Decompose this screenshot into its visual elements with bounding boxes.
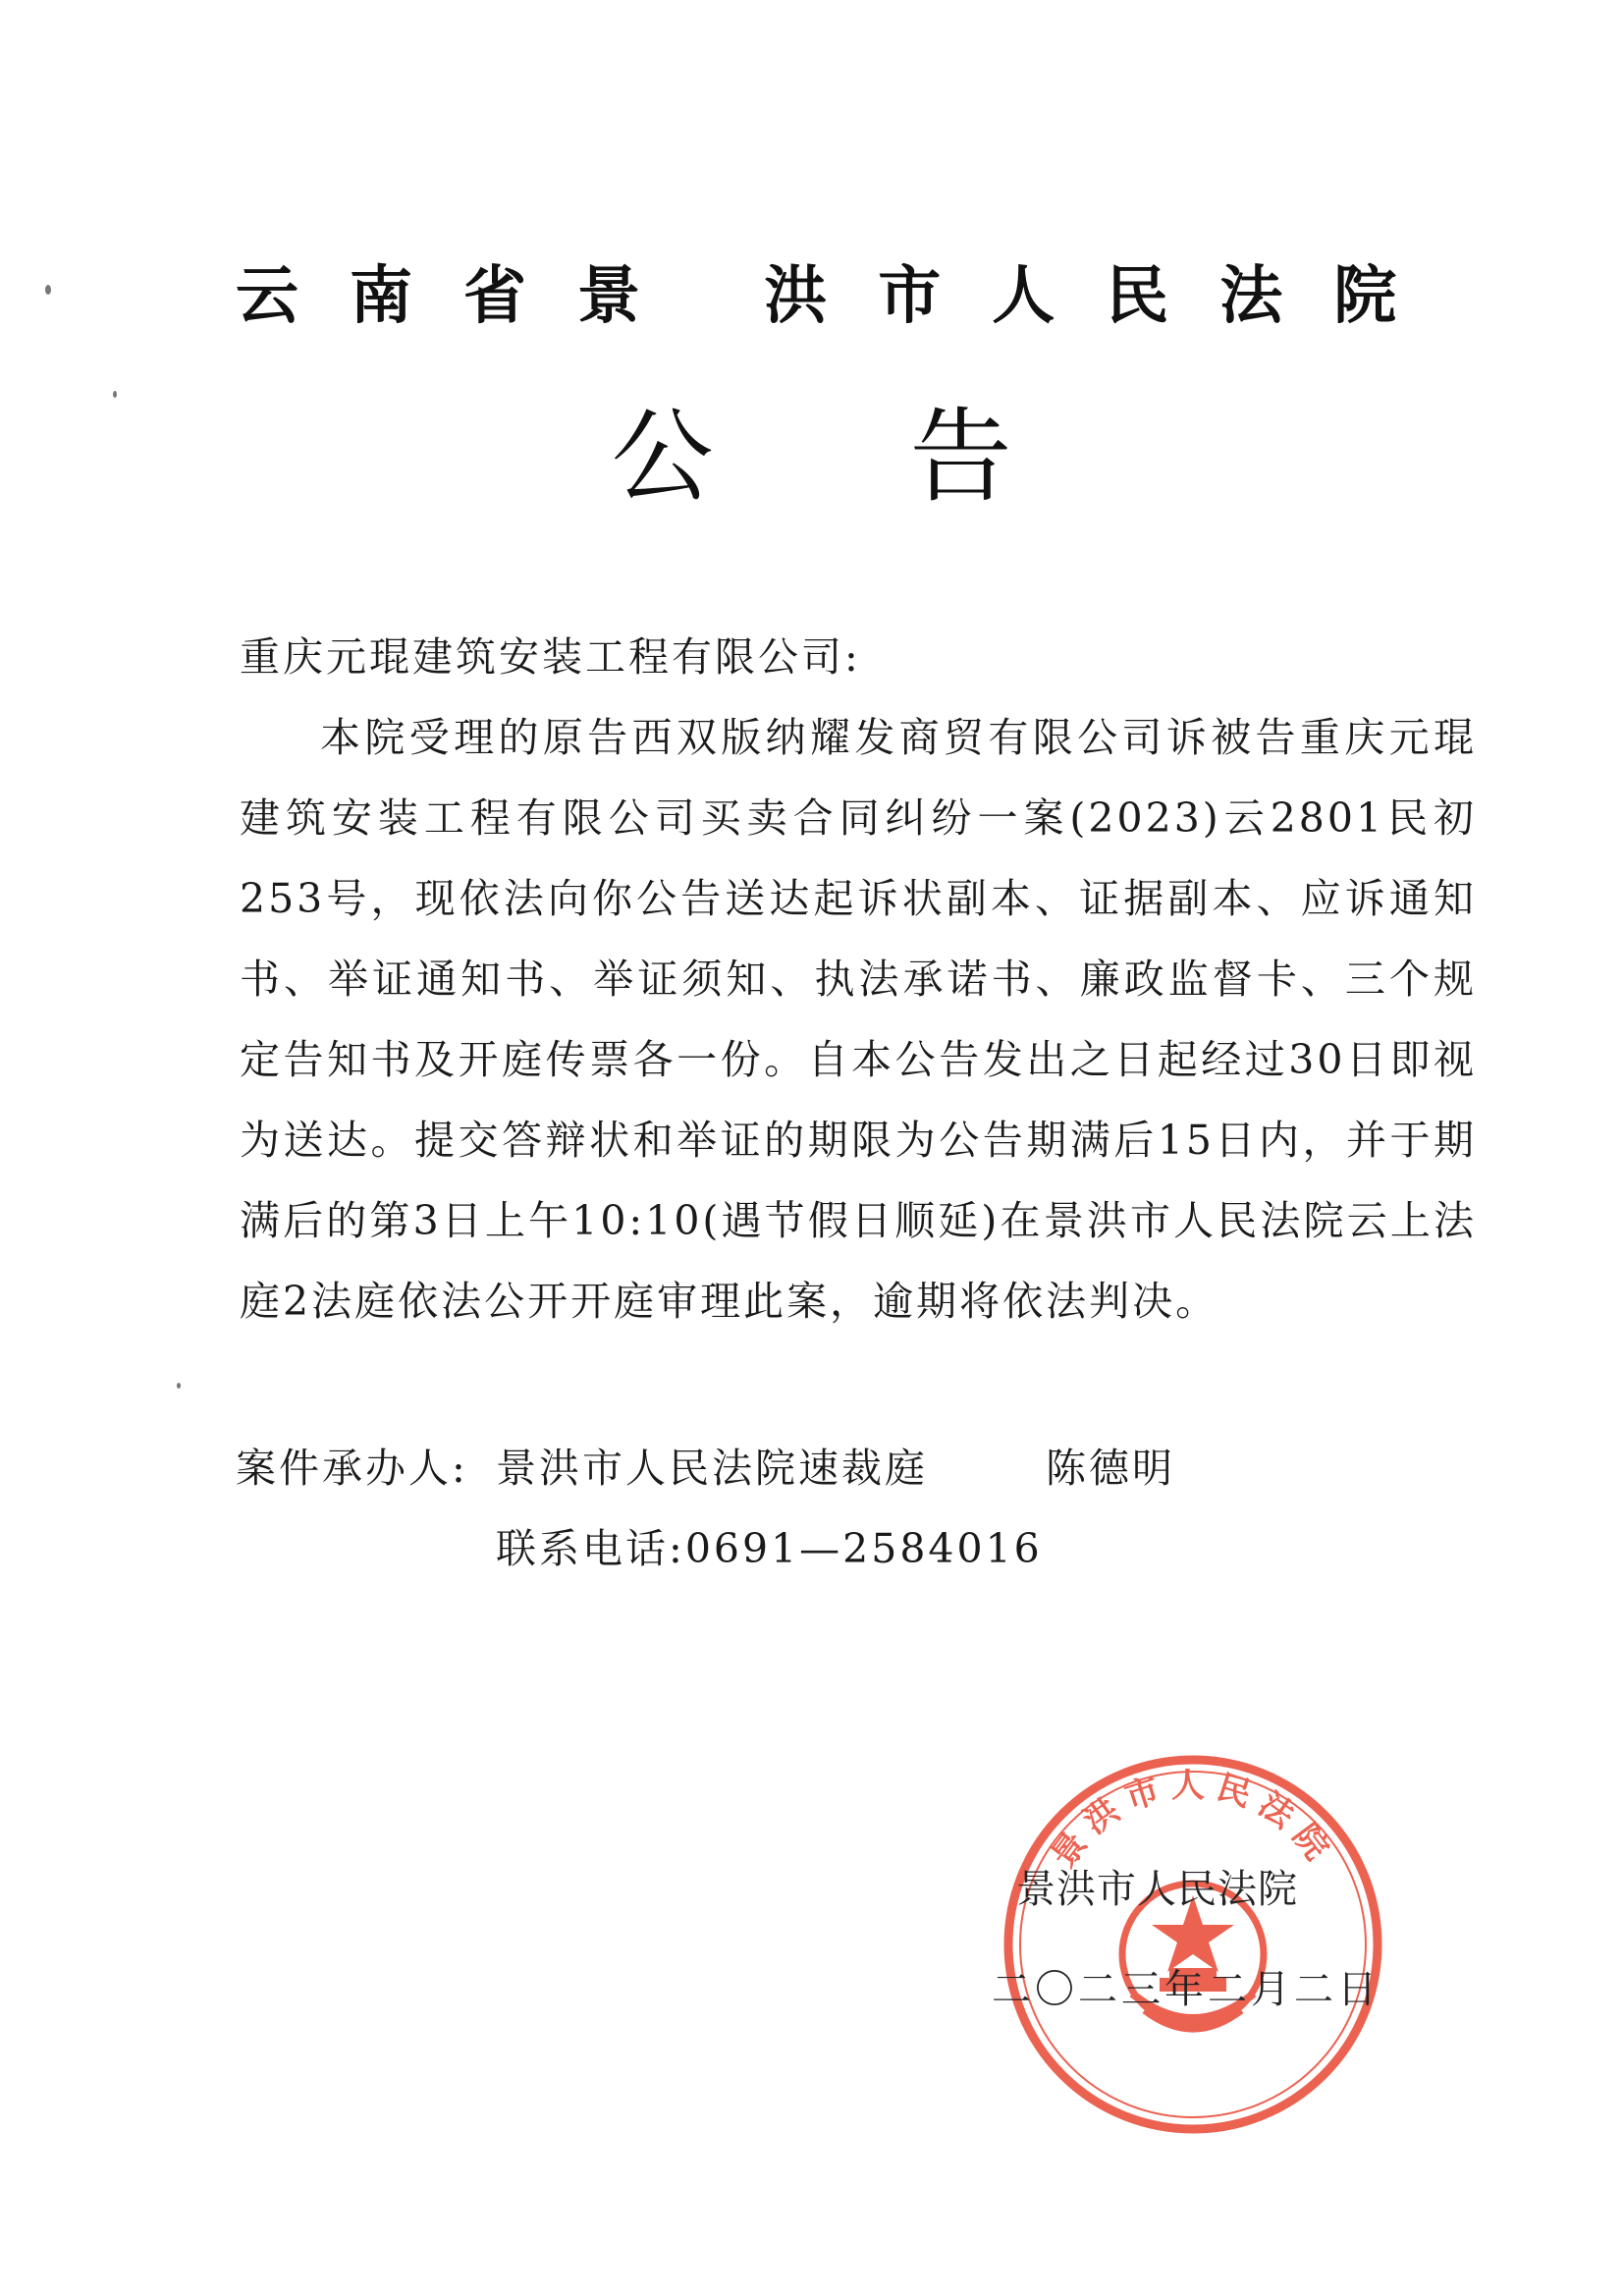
contact-block (236, 1428, 1414, 1589)
scan-speck (113, 391, 117, 398)
seal-text: 景洪市人民法院 (1044, 1766, 1342, 1876)
notice-body (240, 617, 1477, 1341)
phone-number: 0691—2584016 (684, 1525, 1043, 1572)
issuer-signature: 景洪市人民法院 (1016, 1867, 1298, 1912)
handler-label: 案件承办人: (236, 1445, 468, 1492)
phone-label: 联系电话: (496, 1525, 685, 1572)
handler-row (236, 1428, 1414, 1508)
addressee: 重庆元琨建筑安装工程有限公司: (240, 633, 861, 681)
scan-speck (177, 1383, 181, 1389)
handler-department: 景洪市人民法院速裁庭 (496, 1445, 928, 1492)
court-name-heading: 云南省景 洪市人民法院 (236, 259, 1448, 333)
notice-paragraph: 本院受理的原告西双版纳耀发商贸有限公司诉被告重庆元琨建筑安装工程有限公司买卖合同纠纷一案(2023)云2801民初253号，现依法向你公告送达起诉状副本、证据副本、应诉通知书、举证通知书、举证须知、执法承诺书、廉政监督卡、三个规定告知书及开庭传票各一份。自本公告发出之日起经过30日即视为送达。提交答辩状和举证的期限为公告期满后15日内，并于期满后的第3日上午10:10(遇节假日顺延)在景洪市人民法院云上法庭2法庭依法公开开庭审理此案，逾期将依法判决。 (240, 714, 1477, 1325)
notice-title: 公告 (611, 397, 1209, 517)
issue-date: 二〇二三年二月二日 (992, 1967, 1380, 2012)
phone-row (236, 1508, 1414, 1589)
scan-speck (45, 285, 51, 295)
court-seal (997, 1748, 1389, 2141)
handler-name: 陈德明 (1046, 1445, 1175, 1492)
